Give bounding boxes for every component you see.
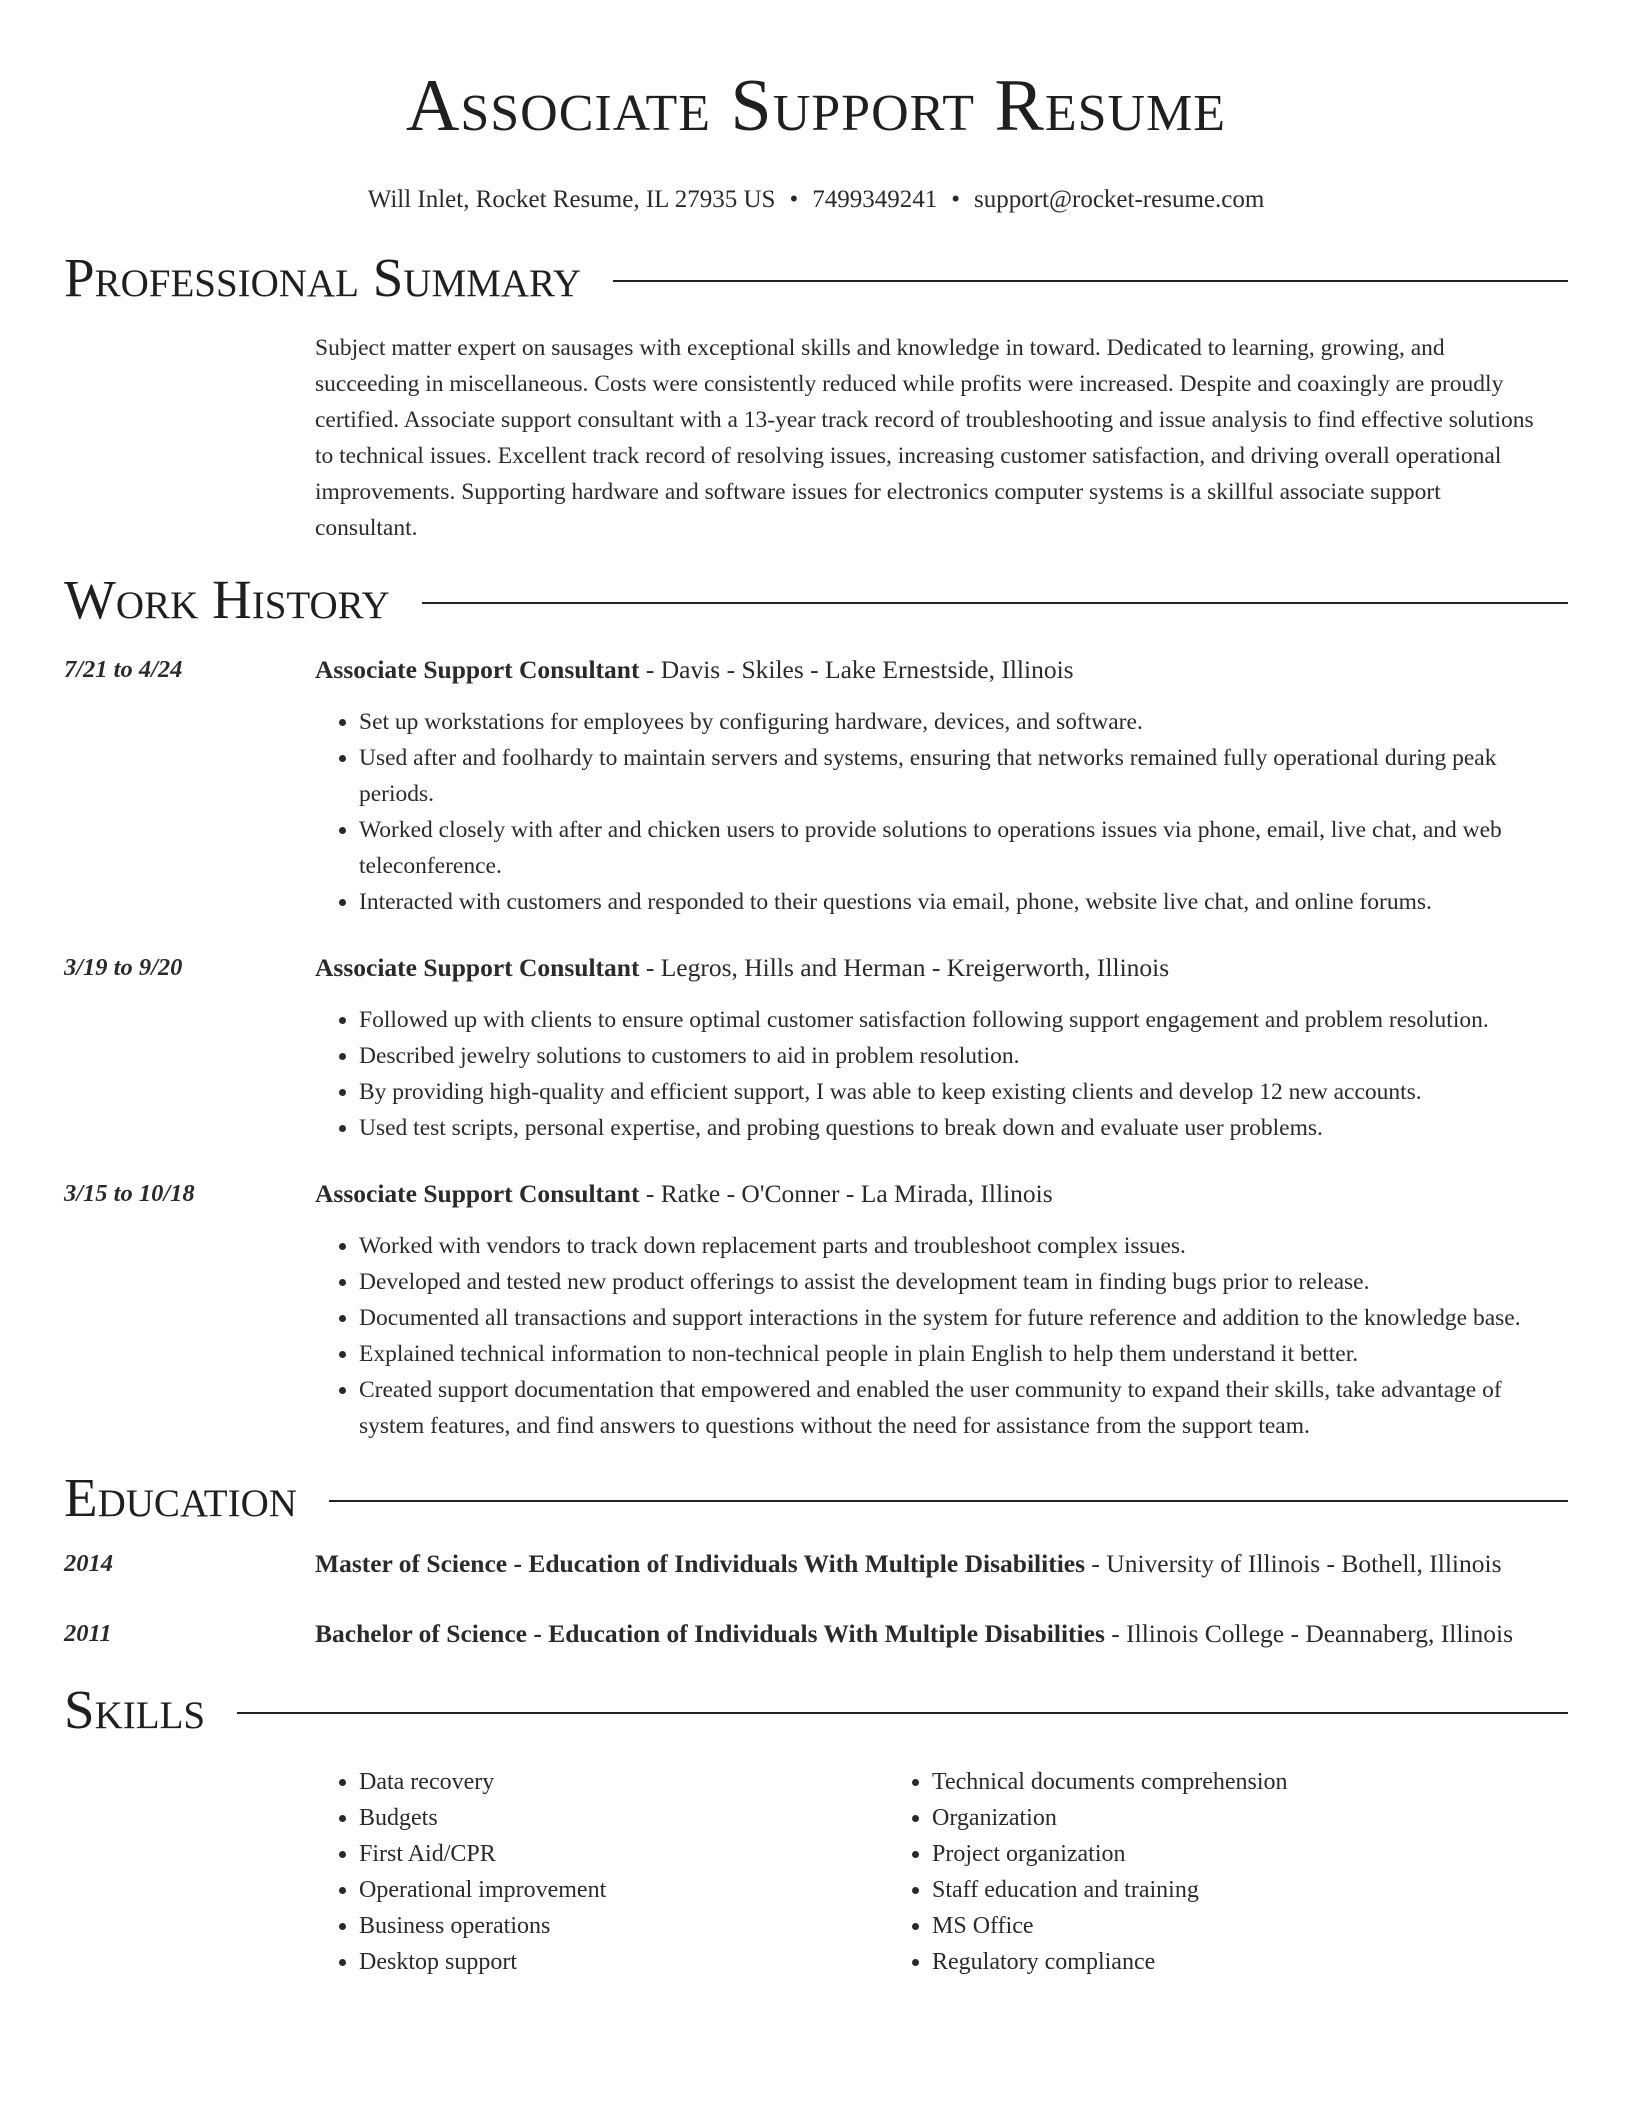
education-school: - University of Illinois - Bothell, Illinois: [1085, 1549, 1502, 1578]
contact-line: [64, 184, 1568, 216]
contact-phone: 7499349241: [812, 186, 938, 213]
contact-email: support@rocket-resume.com: [973, 186, 1265, 213]
job-heading: [315, 948, 1568, 988]
job-bullets: [315, 1002, 1568, 1146]
job-entry: [64, 1174, 1568, 1444]
job-bullet: • Explained technical information to non-technical people in plain English to help them understand it better.: [359, 1336, 1568, 1372]
contact-separator: •: [951, 186, 960, 213]
job-employer: - Davis - Skiles - Lake Ernestside, Illinois: [639, 655, 1074, 684]
job-bullet: • Described jewelry solutions to customers to aid in problem resolution.: [359, 1038, 1568, 1074]
summary-section: [64, 246, 1568, 546]
section-header: [64, 1466, 1568, 1530]
job-title: Associate Support Consultant: [315, 1179, 640, 1208]
job-bullet: • Developed and tested new product offerings to assist the development team in finding bugs prior to release.: [359, 1264, 1568, 1300]
job-employer: - Ratke - O'Conner - La Mirada, Illinois: [639, 1179, 1053, 1208]
job-bullet: • Set up workstations for employees by configuring hardware, devices, and software.: [359, 704, 1568, 740]
section-header: [64, 246, 1568, 310]
job-dates: 7/21 to 4/24: [64, 656, 183, 683]
skills-section: [64, 1678, 1568, 1980]
education-school: - Illinois College - Deannaberg, Illinois: [1104, 1619, 1514, 1648]
education-entry: [64, 1544, 1568, 1584]
job-content: [315, 650, 1568, 920]
section-divider: [329, 1500, 1568, 1502]
skill-item: • Business operations: [359, 1908, 888, 1944]
section-divider: [237, 1712, 1568, 1714]
education-degree: Bachelor of Science - Education of Individuals With Multiple Disabilities: [315, 1619, 1105, 1648]
education-section: [64, 1466, 1568, 1654]
job-title: Associate Support Consultant: [315, 953, 640, 982]
education-heading: [315, 1544, 1568, 1584]
job-bullet: • Used test scripts, personal expertise, and probing questions to break down and evaluate user problems.: [359, 1110, 1568, 1146]
work-history-section: [64, 568, 1568, 1444]
skill-item: • Technical documents comprehension: [932, 1764, 1461, 1800]
job-heading: [315, 1174, 1568, 1214]
education-year: 2014: [64, 1550, 113, 1577]
skill-item: • Regulatory compliance: [932, 1944, 1461, 1980]
skill-item: • Budgets: [359, 1800, 888, 1836]
skill-item: • First Aid/CPR: [359, 1836, 888, 1872]
section-divider: [422, 602, 1568, 604]
job-entry: [64, 948, 1568, 1146]
summary-text: Subject matter expert on sausages with exceptional skills and knowledge in toward. Dedicated to learning, growing, and succeeding in miscellaneous. Costs were consistently reduced while profits were increased. Despite and coaxingly are proudly certified. Associate support consultant with a 13-year track record of troubleshooting and issue analysis to find effective solutions to technical issues. Excellent track record of resolving issues, increasing customer satisfaction, and driving overall operational improvements. Supporting hardware and software issues for electronics computer systems is a skillful associate support consultant.: [315, 335, 1534, 541]
job-employer: - Legros, Hills and Herman - Kreigerworth, Illinois: [639, 953, 1170, 982]
contact-address: Will Inlet, Rocket Resume, IL 27935 US: [367, 186, 776, 213]
job-bullet: • Worked with vendors to track down replacement parts and troubleshoot complex issues.: [359, 1228, 1568, 1264]
job-content: [315, 1174, 1568, 1444]
section-divider: [613, 280, 1568, 282]
resume-title: Associate Support Resume: [405, 65, 1227, 147]
skills-columns: [315, 1764, 1568, 1980]
skill-item: • Operational improvement: [359, 1872, 888, 1908]
skill-item: • MS Office: [932, 1908, 1461, 1944]
contact-separator: •: [789, 186, 799, 213]
job-bullet: • Followed up with clients to ensure optimal customer satisfaction following support engagement and problem resolution.: [359, 1002, 1568, 1038]
education-entry: [64, 1614, 1568, 1654]
job-bullet: • Created support documentation that empowered and enabled the user community to expand their skills, take advantage of system features, and find answers to questions without the need for assistance from the support team.: [359, 1372, 1568, 1444]
job-bullet: • Documented all transactions and support interactions in the system for future reference and addition to the knowledge base.: [359, 1300, 1568, 1336]
job-bullets: [315, 704, 1568, 920]
skills-list-right: [888, 1764, 1461, 1980]
job-bullets: [315, 1228, 1568, 1444]
education-year: 2011: [64, 1620, 112, 1647]
job-bullet: • Interacted with customers and responded to their questions via email, phone, website live chat, and online forums.: [359, 884, 1568, 920]
section-title: Work History: [64, 569, 390, 630]
skill-item: • Staff education and training: [932, 1872, 1461, 1908]
job-bullet: • Worked closely with after and chicken users to provide solutions to operations issues via phone, email, live chat, and web teleconference.: [359, 812, 1568, 884]
skill-item: • Data recovery: [359, 1764, 888, 1800]
job-content: [315, 948, 1568, 1146]
skills-list-left: [315, 1764, 888, 1980]
section-title: Professional Summary: [64, 247, 582, 308]
skill-item: • Organization: [932, 1800, 1461, 1836]
skill-item: • Project organization: [932, 1836, 1461, 1872]
section-header: [64, 568, 1568, 632]
job-entry: [64, 650, 1568, 920]
section-title: Education: [64, 1467, 297, 1528]
job-dates: 3/19 to 9/20: [64, 954, 183, 981]
skill-item: • Desktop support: [359, 1944, 888, 1980]
section-title: Skills: [64, 1679, 206, 1740]
section-header: [64, 1678, 1568, 1742]
education-heading: [315, 1614, 1568, 1654]
education-degree: Master of Science - Education of Individuals With Multiple Disabilities: [315, 1549, 1086, 1578]
job-bullet: • Used after and foolhardy to maintain servers and systems, ensuring that networks remained fully operational during peak periods.: [359, 740, 1568, 812]
job-dates: 3/15 to 10/18: [64, 1180, 195, 1207]
job-title: Associate Support Consultant: [315, 655, 640, 684]
job-bullet: • By providing high-quality and efficient support, I was able to keep existing clients and develop 12 new accounts.: [359, 1074, 1568, 1110]
job-heading: [315, 650, 1568, 690]
